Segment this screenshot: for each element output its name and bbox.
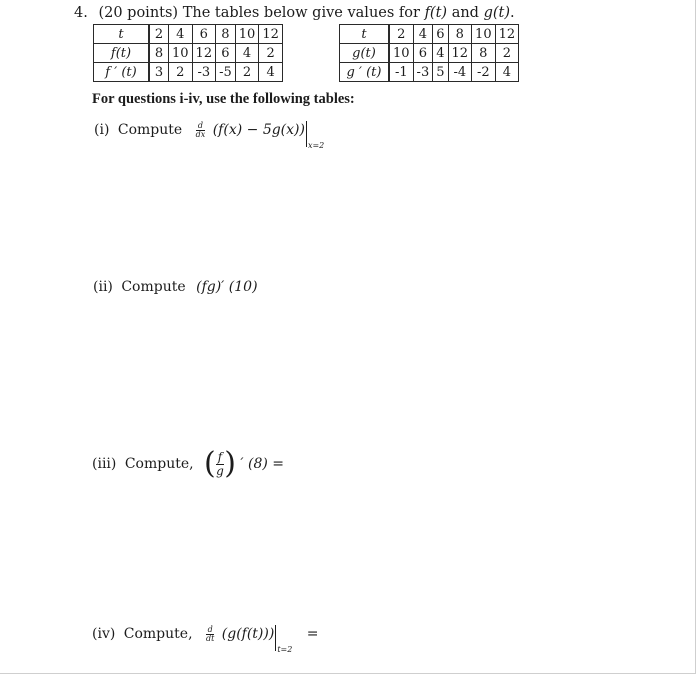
problem-f-of-t: f(t) (424, 5, 448, 21)
table-cell: 8 (216, 25, 236, 44)
table-cell: -1 (389, 63, 413, 82)
table-cell: 10 (235, 25, 259, 44)
question-ii (93, 279, 258, 295)
table-f-row (94, 25, 283, 44)
question-iv-equals: = (306, 626, 319, 642)
question-ii-label: (ii) (93, 279, 113, 295)
question-ii-expression: (fg)′ (10) (196, 279, 258, 295)
question-i-eval-at: x=2 (307, 141, 325, 150)
table-g-row (340, 63, 519, 82)
question-i-derivative (196, 122, 206, 139)
instructions-text: For questions i-iv, use the following tables: (92, 91, 355, 107)
question-iv-eval-bar (275, 625, 276, 651)
problem-heading (74, 5, 515, 21)
question-i (94, 117, 324, 150)
question-iv-frac-bot: dt (205, 633, 215, 643)
table-cell: 6 (413, 44, 433, 63)
table-cell: 10 (169, 44, 193, 63)
table-cell: 8 (472, 44, 496, 63)
question-iii-label: (iii) (92, 456, 117, 472)
table-cell: 2 (389, 25, 413, 44)
problem-end-period: . (510, 5, 515, 21)
question-iii-frac-top: f (217, 449, 223, 464)
table-f-row (94, 44, 283, 63)
question-i-frac-bot: dx (195, 129, 206, 139)
row-header: f(t) (94, 44, 150, 63)
problem-intro: (20 points) The tables below give values for (98, 5, 420, 21)
table-cell: 4 (413, 25, 433, 44)
table-cell: 4 (259, 63, 283, 82)
question-iv-eval-at: t=2 (277, 645, 293, 654)
question-i-word: Compute (117, 122, 183, 138)
table-cell: 4 (433, 44, 448, 63)
table-cell: -3 (413, 63, 433, 82)
row-header: g ′ (t) (340, 63, 390, 82)
table-cell: 2 (149, 25, 169, 44)
row-header: f ′ (t) (94, 63, 150, 82)
table-cell: 12 (495, 25, 519, 44)
table-cell: 4 (169, 25, 193, 44)
table-cell: 12 (192, 44, 216, 63)
table-cell: 2 (235, 63, 259, 82)
question-i-expression: (f(x) − 5g(x)) (212, 122, 305, 138)
table-cell: 6 (192, 25, 216, 44)
question-iv-expression: (g(f(t))) (221, 626, 275, 642)
table-g-row (340, 25, 519, 44)
question-iv-frac-top: d (207, 624, 213, 634)
table-cell: 12 (448, 44, 472, 63)
table-f-values (93, 24, 283, 82)
question-i-label: (i) (94, 122, 110, 138)
table-cell: 8 (448, 25, 472, 44)
question-iii-rest: ′ (8) = (240, 456, 285, 472)
question-iii-fraction (216, 451, 224, 478)
table-cell: 4 (495, 63, 519, 82)
problem-g-of-t: g(t) (483, 5, 510, 21)
table-cell: 8 (149, 44, 169, 63)
table-cell: 6 (216, 44, 236, 63)
table-cell: 10 (389, 44, 413, 63)
table-cell: 2 (169, 63, 193, 82)
table-cell: 5 (433, 63, 448, 82)
table-cell: 2 (495, 44, 519, 63)
question-iv-word: Compute, (123, 626, 193, 642)
question-iii-frac-bot: g (216, 463, 224, 478)
question-iii-open-paren: ( (204, 446, 216, 481)
table-cell: 2 (259, 44, 283, 63)
problem-and-word: and (451, 5, 479, 21)
table-cell: 3 (149, 63, 169, 82)
question-ii-word: Compute (121, 279, 186, 295)
row-header: t (340, 25, 390, 44)
table-cell: -4 (448, 63, 472, 82)
question-iv (92, 621, 319, 654)
question-iii (92, 446, 285, 481)
question-iii-word: Compute, (124, 456, 194, 472)
table-cell: -5 (216, 63, 236, 82)
row-header: t (94, 25, 150, 44)
question-i-frac-top: d (196, 122, 206, 131)
question-iii-close-paren: ) (224, 446, 236, 481)
table-cell: 4 (235, 44, 259, 63)
question-iv-derivative (206, 626, 214, 643)
table-cell: 6 (433, 25, 448, 44)
table-cell: 10 (472, 25, 496, 44)
question-iv-label: (iv) (92, 626, 116, 642)
table-cell: -2 (472, 63, 496, 82)
table-f-row (94, 63, 283, 82)
table-g-row (340, 44, 519, 63)
table-cell: -3 (192, 63, 216, 82)
table-g-values (339, 24, 519, 82)
row-header: g(t) (340, 44, 390, 63)
problem-number: 4. (74, 5, 88, 21)
table-cell: 12 (259, 25, 283, 44)
question-i-eval-bar (306, 121, 307, 147)
